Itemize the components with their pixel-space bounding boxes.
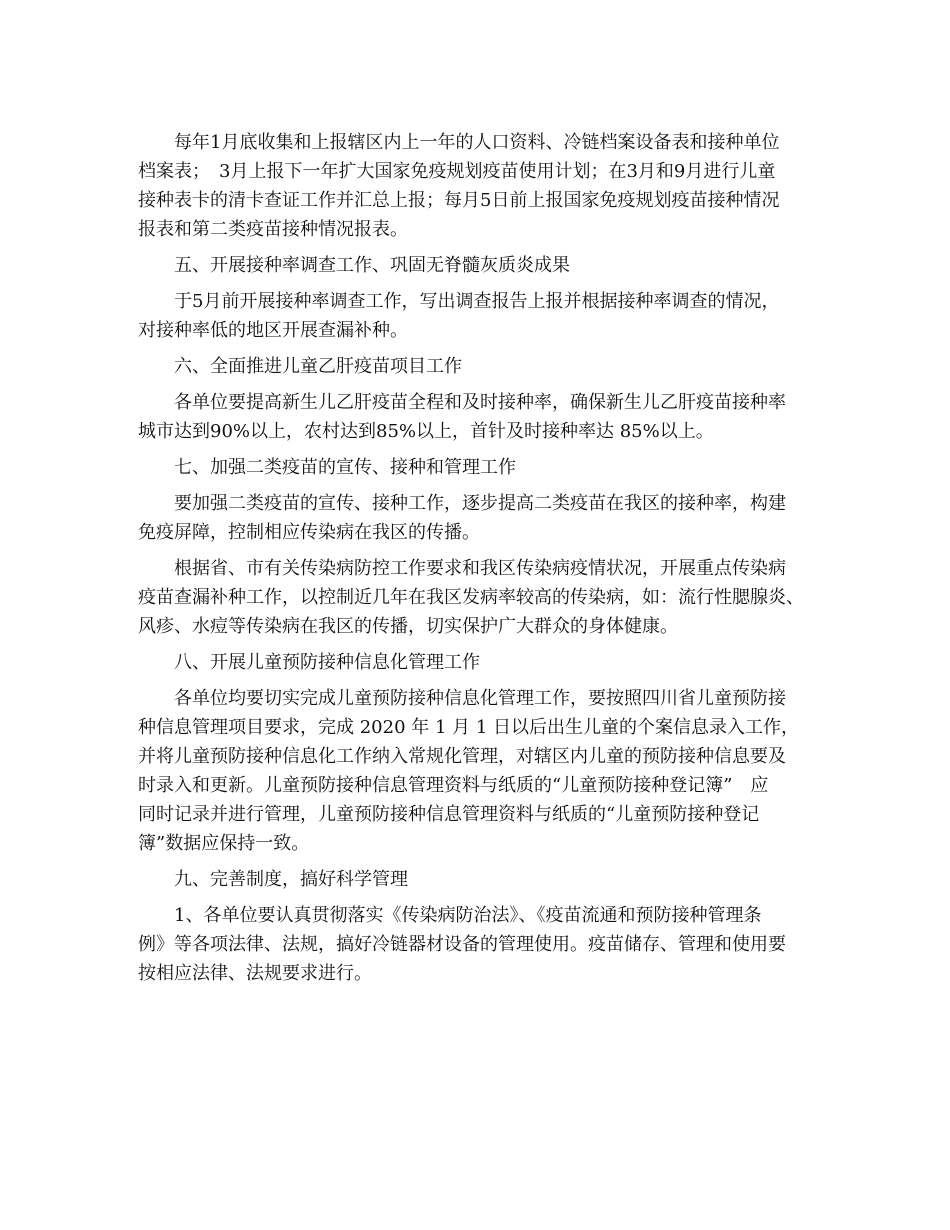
section-heading: 九、完善制度，搞好科学管理 — [174, 869, 408, 890]
body-paragraph: 1、各单位要认真贯彻落实《传染病防治法》、《疫苗流通和预防接种管理条 例》等各项法律、法规，搞好冷链器材设备的管理使用。疫苗储存、管理和使用要 按相应法律、法规要求进行。 — [138, 905, 786, 984]
document-body — [138, 128, 838, 988]
section-heading: 七、加强二类疫苗的宣传、接种和管理工作 — [174, 457, 516, 478]
body-paragraph: 各单位均要切实完成儿童预防接种信息化管理工作，要按照四川省儿童预防接 种信息管理项目要求，完成 2020 年 1 月 1 日以后出生儿童的个案信息录入工作， 并将儿童预防接种信息化工作纳入常规化管理，对辖区内儿童的预防接种信息要及 时录入和更新。儿童预防接种信息管理资料与纸质的“儿童预防接种登记簿” 应 同时记录并进行管理，儿童预防接种信息管理资料与纸质的“儿童预防接种登记 簿”数据应保持一致。 — [138, 688, 800, 854]
body-paragraph: 于5月前开展接种率调查工作，写出调查报告上报并根据接种率调查的情况， 对接种率低的地区开展查漏补种。 — [138, 291, 780, 341]
body-paragraph: 要加强二类疫苗的宣传、接种工作，逐步提高二类疫苗在我区的接种率，构建 免疫屏障，控制相应传染病在我区的传播。 — [138, 493, 786, 543]
body-paragraph: 每年1月底收集和上报辖区内上一年的人口资料、冷链档案设备表和接种单位 档案表； 3月上报下一年扩大国家免疫规划疫苗使用计划；在3月和9月进行儿童 接种表卡的清卡查证工作并汇总上报；每月5日前上报国家免疫规划疫苗接种情况 报表和第二类疫苗接种情况报表。 — [138, 132, 780, 240]
section-heading: 六、全面推进儿童乙肝疫苗项目工作 — [174, 356, 462, 377]
section-heading: 五、开展接种率调查工作、巩固无脊髓灰质炎成果 — [174, 255, 570, 276]
body-paragraph: 各单位要提高新生儿乙肝疫苗全程和及时接种率，确保新生儿乙肝疫苗接种率 城市达到90%以上，农村达到85%以上，首针及时接种率达 85%以上。 — [138, 392, 786, 442]
section-heading: 八、开展儿童预防接种信息化管理工作 — [174, 652, 480, 673]
body-paragraph: 根据省、市有关传染病防控工作要求和我区传染病疫情状况，开展重点传染病 疫苗查漏补种工作，以控制近几年在我区发病率较高的传染病，如：流行性腮腺炎、 风疹、水痘等传染病在我区的传播，切实保护广大群众的身体健康。 — [138, 558, 804, 637]
